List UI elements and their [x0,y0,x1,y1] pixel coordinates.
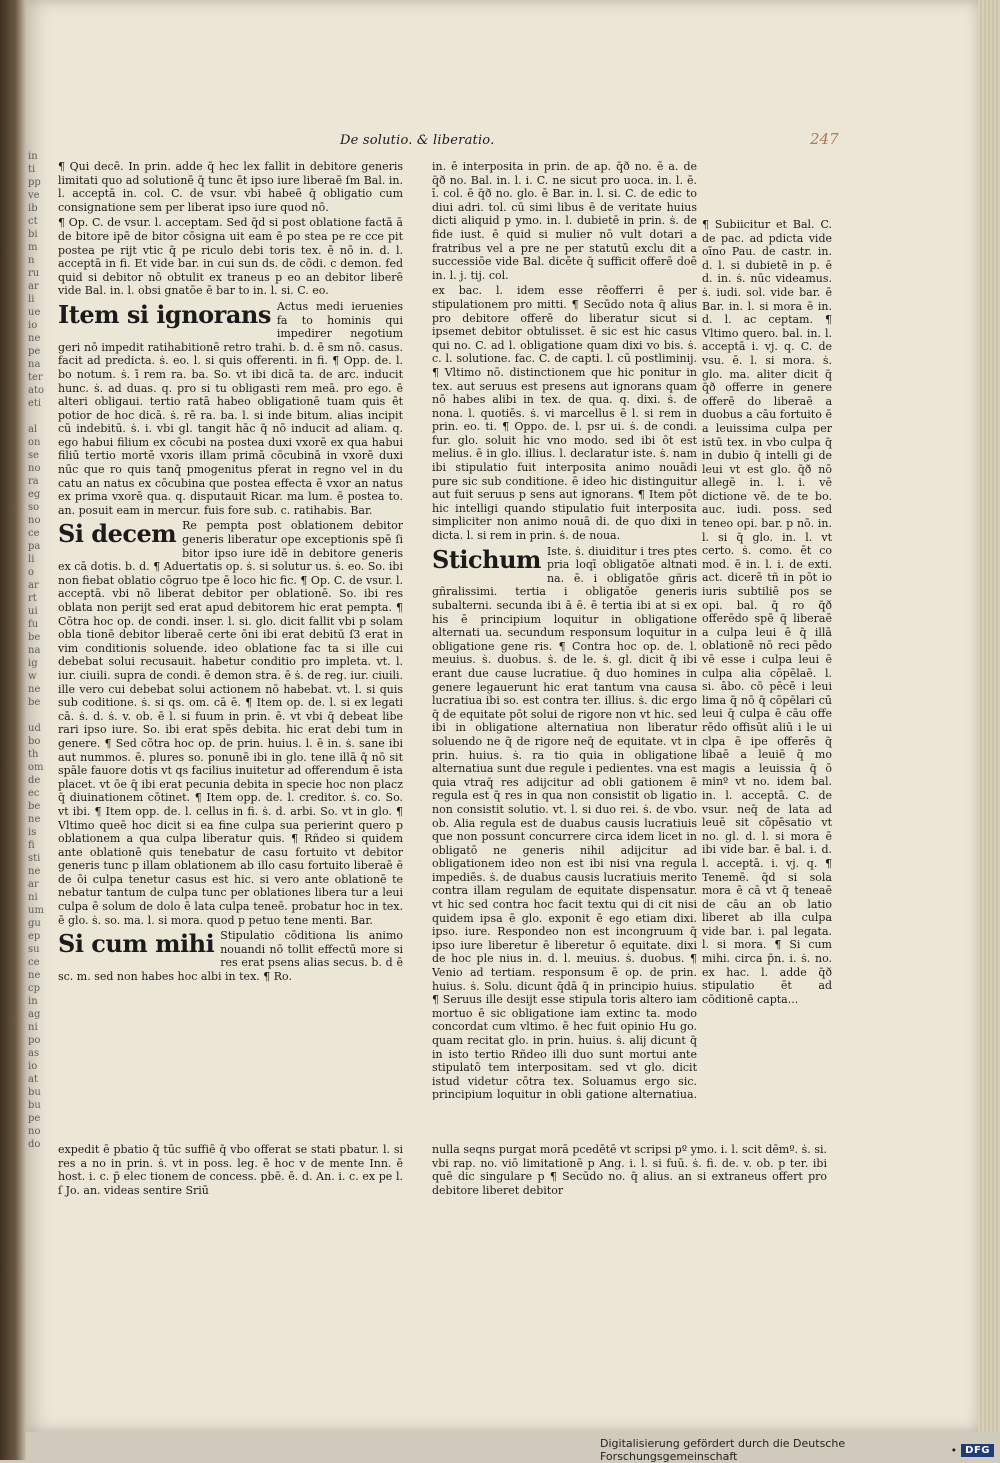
rubric-section [58,929,403,983]
fragment-line: eg [28,489,41,500]
fragment-line: sti [28,853,41,864]
rubric-section [432,545,697,1100]
fragment-line: ar [28,580,39,591]
fragment-line: be [28,801,41,812]
fragment-line: pe [28,346,41,357]
fragment-line: fi [28,840,35,851]
fragment-line: ui [28,606,38,617]
fragment-line: ag [28,1009,41,1020]
page-edge [978,0,1000,1432]
fragment-line: on [28,437,41,448]
fragment-line: om [28,762,44,773]
rubric-text: Iste. ṡ. diuiditur i tres ptes pria loqī obligatōe altnati na. ē. i obligatōe gñris gñralissimi. tertia i obligatōe generis subalterni. secunda ibi ā ē. ē tertia ibi at si ex his ē principium loquitur in obligatione alternati ua. secundum responsum loquitur in obligatione gene ris. ¶ Contra hoc op. de. l. meuius. ṡ. duobus. ṡ. de le. ṡ. gl. dicit q̄ ibi erant due cause lucratiue. q̄ duo homines in genere legauerunt hic erat tantum vna causa lucratiua ibi so. est contra ter. illius. ṡ. dic ergo q̄ de equitate pōt solui de rigore non vt hic. sed ibi in obligatione alternatiua non liberatur soluendo ne q̄ de rigore neq̄ de equitate. vt in prin. huius. ṡ. ra tio quia in obligatione alternatiua sunt due regule i pedientes. vna est quia vtraq̄ res adijcitur ad obli gationem ē regula est q̄ res in qua non consistit ob ligatio non consistit solutio. vt. l. si duo rei. ṡ. de vbo. ob. Alia regula est de duabus causis lucratiuis que non possunt concurrere circa idem licet in obligatō ne generis nihil adijcitur ad obligationem ideo non est ibi nisi vna regula impediēs. ṡ. de duabus causis lucratiuis merito contra illam regulam de equitate dispensatur. vt hic sed contra hoc facit textu qui di cit nisi quidem ipsa ē glo. exponit ē ego etiam dixi. ipso. iure. Respondeo non est incongruum q̄ ipso iure liberetur ē liberetur ō equitate. dixi de hoc ple nius in. d. l. meuius. ṡ. duobus. ¶ Venio ad tertiam. responsum ē op. de prin. huius. ṡ. Solu. dicunt q̄dā q̄ in principio huius. ¶ Seruus ille desijt esse stipula toris altero iam mortuo ē sic obligatione iam extinc ta. modo concordat cum vltimo. ē hec fuit opinio Hu go. quam recitat glo. in prin. huius. ṡ. alij dicunt q̄ in isto tertio Rñdeo illi duo sunt mortui ante stipulatō tem interpositam. sed vt glo. dicit istud videtur cōtra tex. Soluamus ergo sic. principium loquitur in obli gatione alternatiua. [432,544,697,1100]
bottom-gloss-left: expedit ē pbatio q̄ tūc suffiē q̄ vbo offerat se stati pbatur. l. si res a no in prin. ṡ. vt in poss. leg. ē hoc v de mente Inn. ē host. i. c. p̄ elec tionem de concess. pbē. ē. d. An. i. c. ex pe l. ſ Jo. an. videas sentire Sriū [58,1143,403,1197]
gloss-column-right: ¶ Subiicitur et Bal. C. de pac. ad pdicta vide oīno Pau. de castr. in. d. l. si dubietē in p. ē d. in. ṡ. nūc videamus. ṡ. iudi. sol. vide bar. ē Bar. in. l. si mora ē in. d. l. ac ceptam. ¶ Vltimo quero. bal. in. l. acceptā i. vj. q. C. de vsu. ē. l. si mora. ṡ. glo. ma. aliter dicit q̄ q̄ð offerre in genere offerē do liberaē a duobus a cāu fortuito ē a leuissima culpa per istū tex. in vbo culpa q̄ in dubio q̄ intelli gi de leui vt est glo. q̄ð nō allegē in. l. i. vē dictione vē. de te bo. auc. iudi. poss. sed teneo opi. bar. p nō. in. l. si q̄ glo. in. l. vt certo. ṡ. como. ēt co mod. ē in. l. i. de exti. act. dicerē tñ in pōt io iuris subtiliē pos se opi. bal. q̄ ro q̄ð offerēdo spē q̄ liberaē a culpa leui ē q̄ illā oblationē nō reci pēdo vē esse i culpa leui ē culpa alia cōpēlaē. l. si. ābo. cō pēcē i leui lima q̄ nō q̄ cōpēlari cū leui q̄ culpa ē cāu offe rēdo offisūt aliū i le ui clpa ē ipe offerēs q̄ libaē a leuiē q̄ mo magis a leuissia q̄ ō minº vt no. idem bal. in. l. acceptā. C. de vsur. neq̄ de lata ad leuē sit cōpēsatio vt no. gl. d. l. si mora ē ibi vide bar. ē bal. i. d. l. acceptā. i. vj. q. ¶ Tenemē. q̄d si sola mora ē cā vt q̄ teneaē de cāu an ob latio liberet ab illa culpa vide bar. i. pal legata. l. si mora. ¶ Si cum mihi. circa p̄n. i. ṡ. no. ex hac. l. adde q̄ð stipulatio ēt ad cōditionē capta... [702,218,832,1006]
paragraph: in. ē interposita in prin. de ap. q̄ð no. ē a. de q̄ð no. Bal. in. l. i. C. ne sicut pro uoca. in. l. ē. ī. col. ē q̄ð no. glo. ē Bar. in. l. si. C. de edic to diui adri. tol. cū simi libus ē de veritate huius dicti aliquid p ymo. in. l. dubietē in prin. ṡ. de fide iust. ē quid si mulier nō vult dotari a fratribus vel a pre ne per statutū exclu dit a successiōe vide Bal. dicēte q̄ sufficit offerē doē in. l. j. tij. col. [432,160,697,282]
fragment-line: de [28,775,41,786]
fragment-line: at [28,1074,38,1085]
rubric-text: Re pempta post oblationem debitor generis liberatur ope exceptionis spē ſi bitor ipso iure idē in debitore generis ex cā dotis. b. d. ¶ Aduertatis op. ṡ. si solutur us. ṡ. eo. So. ibi non fiebat oblatio cōgruo tpe ē loco hic fic. ¶ Op. C. de vsur. l. acceptā. vbi nō liberat debitor per oblationē. So. ibi res oblata non perijt sed erat apud debitorem hic erat pempta. ¶ Cōtra hoc op. de condi. inser. l. si. glo. dicit fallit vbi p solam obla tionē debitor liberaē certe ōni ibi erat debitū ſ3 erat in vim conditionis soluende. ideo oblatione fac ta si ille cui debebat solui recusauit. habetur conditio pro impleta. vt. l. iur. ciuili. supra de condi. ē demon stra. ē ṡ. de reg. iur. ciuili. ille vero cui debebat solui actionem nō habebat. vt. l. si quis sub coditione. ṡ. si qs. om. cā ē. ¶ Item op. de. l. si ex legati cā. ṡ. d. ṡ. v. ob. ē l. si fuum in prin. ē. vt vbi q̄ debeat libe rari ipso iure. So. ibi erat spēs debita. hic erat debi tum in genere. ¶ Sed cōtra hoc op. de prin. huius. l. ē in. ṡ. sane ibi aut nummos. ē. plures so. ponunē ibi in glo. tene illā q̄ nō sit spāle fauore dotis vt qs facilius inuitetur ad offerendum ē ista placet. vt ōe q̄ ibi erat pecunia debita in specie hoc non placz q̄ diuinationem cōtinet. ¶ Item opp. de. l. creditor. ṡ. co. So. vt ibi. ¶ Item opp. de. l. cellus in fi. ṡ. d. arbi. So. vt in glo. ¶ Vltimo queē hoc dicit si ea fine culpa sua perierint quero p oblationem a qua culpa liberatur quis. ¶ Rñdeo si quidem ante oblationē quis tenebatur de casu fortuito vt debitor generis tunc p illam oblationem ab illo casu fortuito liberaē ē de ōi culpa tenetur casus est hic. si vero ante oblationē te nebatur tantum de culpa tunc per oblationes libera tur a leui culpa ē solum de dolo ē lata culpa teneē. probatur hoc in tex. ē glo. ṡ. so. ma. l. si mora. quod p petuo tene menti. Bar. [58,519,403,927]
fragment-line: ce [28,957,40,968]
fragment-line: ter [28,372,43,383]
fragment-line: li [28,294,35,305]
fragment-line: bo [28,736,41,747]
digitization-credit [600,1437,1000,1463]
fragment-line: w [28,671,37,682]
fragment-line: io [28,1061,38,1072]
rubric-section [58,300,403,518]
fragment-line: ec [28,788,40,799]
fragment-line: do [28,1139,41,1150]
fragment-line: so [28,502,40,513]
fragment-line: ru [28,268,40,279]
fragment-line: ra [28,476,39,487]
fragment-line: se [28,450,40,461]
text-column-middle [432,160,697,1100]
book-binding [0,0,26,1460]
rubric-heading: Stichum [432,544,541,574]
fragment-line: m [28,242,38,253]
fragment-line: ti [28,164,36,175]
fragment-line: po [28,1035,41,1046]
fragment-line: li [28,554,35,565]
bottom-gloss-right: nulla seqns purgat morā pcedētē vt scripsi pº ymo. i. l. scit dēmº. ṡ. si. vbi rap. no. viō limitationē p Ang. i. l. si fuū. ṡ. fi. de. v. ob. p ter. ibi quē dic singulare p ¶ Secūdo no. q̄ alius. an si extraneus offert pro debitore liberet debitor [432,1143,827,1197]
fragment-line: ne [28,970,41,981]
fragment-line: ep [28,931,41,942]
fragment-line: ig [28,658,38,669]
fragment-line: ne [28,814,41,825]
fragment-line: eti [28,398,42,409]
fragment-line: na [28,645,41,656]
rubric-heading: Si decem [58,519,177,549]
running-head: De solutio. & liberatio. [340,133,495,148]
fragment-line: pa [28,541,41,552]
fragment-line: in [28,996,38,1007]
fragment-line: cp [28,983,41,994]
fragment-line: no [28,463,41,474]
fragment-line: o [28,567,35,578]
fragment-line: is [28,827,37,838]
fragment-line: no [28,1126,41,1137]
fragment-line: rt [28,593,37,604]
fragment-line: gu [28,918,41,929]
fragment-line: n [28,255,35,266]
fragment-line: um [28,905,44,916]
rubric-heading: Item si ignorans [58,299,271,329]
text-column-left [58,160,403,1060]
fragment-line: be [28,697,41,708]
fragment-line: na [28,359,41,370]
dfg-logo: DFG [961,1444,994,1457]
paragraph: ¶ Op. C. de vsur. l. acceptam. Sed q̄d si post oblatione factā ā de bitore ipē de bitor cōsigna uit eam ē po stea pe re cce pit postea pe rijt vtic q̄ pe riculo debi toris tex. ē nō in. d. l. acceptā in fi. Et vide bar. in cui sun ds. de cōdi. c demon. fed quid si debitor nō obtulit ex traneus p eo an debitor liberē vide Bal. in. l. obsi gnatōe ē bar to in. l. si. C. eo. [58,216,403,298]
fragment-line: bi [28,229,38,240]
fragment-line: be [28,632,41,643]
fragment-line: ato [28,385,45,396]
fragment-line: al [28,424,38,435]
fragment-line: ne [28,333,41,344]
fragment-line: as [28,1048,40,1059]
fragment-line: th [28,749,39,760]
fragment-line: pp [28,177,41,188]
paragraph: ex bac. l. idem esse rēofferri ē per stipulationem pro mitti. ¶ Secūdo nota q̄ alius pro debitore offerē do liberatur sicut si ipsemet debitor obtulisset. ē sic est hic casus qui no. C. ad l. obligatione quam dixi vo bis. ṡ. c. l. solutione. fac. C. de capti. l. cū postliminij. ¶ Vltimo nō. distinctionem que hic ponitur in tex. aut seruus est presens aut ignorans quam nō habes alibi in tex. de qua. q. dixi. ṡ. de nona. l. quotiēs. ṡ. vi marcellus ē l. si rem in prin. eo. ti. ¶ Oppo. de. l. psr ui. ṡ. de condi. fur. glo. soluit hic vno modo. sed ibi ōt est melius. ē in glo. illius. l. declaratur iste. ṡ. nam ibi stipulatio fuit interposita animo nouādi pure sic sub conditione. ē ideo hic distinguitur aut fuit seruus p sens aut ignorans. ¶ Item pōt hic intelligi quando stipulatio fuit interposita simpliciter non animo nouā di. de quo dixi in dicta. l. si rem in prin. ṡ. de noua. [432,284,697,543]
fragment-line: ue [28,307,41,318]
fragment-line: io [28,320,38,331]
fragment-line: ni [28,892,38,903]
rubric-section [58,519,403,927]
fragment-line: bu [28,1087,41,1098]
fragment-line: ve [28,190,40,201]
fragment-line: ud [28,723,41,734]
rubric-text: Stipulatio cōditiona lis animo nouandi nō tollit effectū more si res erat psens alias secus. b. d ē sc. m. sed non habes hoc albi in tex. ¶ Ro. [58,929,403,984]
fragment-line: fu [28,619,39,630]
rubric-heading: Si cum mihi [58,929,215,959]
fragment-line: ct [28,216,38,227]
credit-text: Digitalisierung gefördert durch die Deutsche Forschungsgemeinschaft [600,1437,846,1463]
fragment-line: ne [28,684,41,695]
paragraph: ¶ Qui decē. In prin. adde q̄ hec lex fallit in debitore generis limitati quo ad solutionē q̄ tunc ēt ipso iure liberaē ſm Bal. in. l. acceptā in. col. C. de vsur. vbi habeē q̄ obligatio cum consignatione sem per liberat ipso iure quod nō. [58,160,403,214]
folio-number: 247 [810,130,839,148]
fragment-line: ar [28,281,39,292]
rubric-text: Actus medi ieruenies fa to hominis qui impedirer negotium geri nō impedit ratihabitionē retro trahi. b. d. ē sm nō. casus. facit ad predicta. ṡ. eo. l. si quis offerenti. in fi. ¶ Opp. de. l. bo notum. ṡ. ī rem ra. ba. So. vt ibi dicā ta. de arc. inducit hunc. ṡ. ad duas. q. pro si tu obligasti rem meā. pro ego. ē alteri obligaui. tertio ratā habeo obligationē tuam quis ēt potior de hoc dicā. ṡ. rē ra. ba. l. si inde bitum. alias incipit cū indebitū. ṡ. i. vbi gl. tangit hāc q̄ nō inducit ad aliam. q. ego habui filium ex cōcubi na postea duxi vxorē ex qua habui filiū tertio mortē vxoris illam primā cōcubinā in vxorē duxi nūc que ro quis tanq̄ pmogenitus pferat in regno vel in du catu an natus ex cōcubina que postea effecta ē vxor an natus ex prima vxorē qua. q. disputauit Ricar. ma lum. ē postea to. an. posuit eam in mercur. fuis fore sub. c. ratihabis. Bar. [58,299,403,517]
fragment-line: ni [28,1022,38,1033]
fragment-line: bu [28,1100,41,1111]
fragment-line: su [28,944,40,955]
fragment-line: no [28,515,41,526]
separator: • [950,1443,958,1457]
fragment-line: ib [28,203,38,214]
fragment-line: ar [28,879,39,890]
fragment-line: in [28,151,38,162]
fragment-line: pe [28,1113,41,1124]
fragment-line: ce [28,528,40,539]
fragment-line: ne [28,866,41,877]
